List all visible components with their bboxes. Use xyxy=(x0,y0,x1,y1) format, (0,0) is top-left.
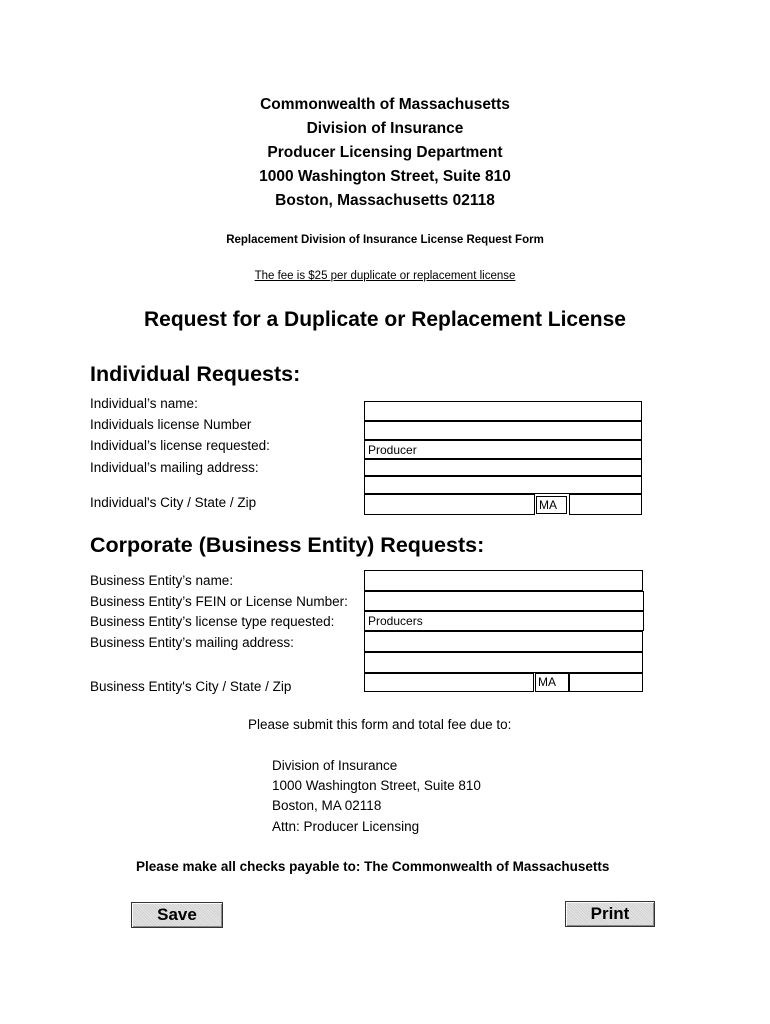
header-line-5: Boston, Massachusetts 02118 xyxy=(275,192,495,209)
individual-state-field[interactable]: MA xyxy=(536,496,567,514)
corporate-state-field[interactable]: MA xyxy=(535,673,569,692)
corporate-mailing-address-field-2[interactable] xyxy=(364,652,643,673)
corporate-license-type-field[interactable]: Producers xyxy=(364,611,644,631)
individual-license-number-field[interactable] xyxy=(364,421,642,440)
form-name: Replacement Division of Insurance License Request Form xyxy=(226,234,544,246)
corporate-city-field[interactable] xyxy=(364,673,534,692)
submit-intro: Please submit this form and total fee due to: xyxy=(248,717,512,732)
corporate-heading: Corporate (Business Entity) Requests: xyxy=(90,533,485,557)
individual-heading: Individual Requests: xyxy=(90,362,301,386)
corporate-license-type-label: Business Entity’s license type requested: xyxy=(90,614,335,629)
individual-mailing-address-field[interactable] xyxy=(364,459,642,476)
individual-license-number-label: Individuals license Number xyxy=(90,417,252,432)
header-line-2: Division of Insurance xyxy=(306,120,464,137)
corporate-fein-field[interactable] xyxy=(364,591,644,611)
header-line-3: Producer Licensing Department xyxy=(267,144,503,161)
individual-mailing-address-field-2[interactable] xyxy=(364,476,642,494)
submit-address-line-4: Attn: Producer Licensing xyxy=(272,819,420,834)
header-line-4: 1000 Washington Street, Suite 810 xyxy=(259,168,511,185)
submit-address-line-3: Boston, MA 02118 xyxy=(272,798,382,813)
individual-city-state-zip-label: Individual's City / State / Zip xyxy=(90,495,257,510)
corporate-mailing-address-field[interactable] xyxy=(364,631,643,652)
checks-note: Please make all checks payable to: The Commonwealth of Massachusetts xyxy=(136,859,610,874)
fee-note: The fee is $25 per duplicate or replacement license xyxy=(254,270,516,282)
individual-name-field[interactable] xyxy=(364,401,642,421)
individual-mailing-address-label: Individual’s mailing address: xyxy=(90,460,259,475)
individual-city-field[interactable] xyxy=(364,494,535,515)
corporate-fein-label: Business Entity’s FEIN or License Number: xyxy=(90,594,348,609)
submit-address-line-1: Division of Insurance xyxy=(272,758,398,773)
corporate-mailing-address-label: Business Entity’s mailing address: xyxy=(90,635,294,650)
print-button[interactable]: Print xyxy=(565,901,655,927)
individual-name-label: Individual’s name: xyxy=(90,396,198,411)
save-button[interactable]: Save xyxy=(131,902,223,928)
corporate-city-state-zip-label: Business Entity's City / State / Zip xyxy=(90,679,292,694)
individual-license-requested-field[interactable]: Producer xyxy=(364,440,642,459)
submit-address-line-2: 1000 Washington Street, Suite 810 xyxy=(272,778,481,793)
page-title: Request for a Duplicate or Replacement License xyxy=(144,308,626,331)
header-line-1: Commonwealth of Massachusetts xyxy=(260,96,510,113)
individual-zip-field[interactable] xyxy=(569,494,642,515)
corporate-name-label: Business Entity’s name: xyxy=(90,573,234,588)
individual-license-requested-label: Individual’s license requested: xyxy=(90,438,270,453)
corporate-name-field[interactable] xyxy=(364,570,643,591)
corporate-zip-field[interactable] xyxy=(569,673,643,692)
